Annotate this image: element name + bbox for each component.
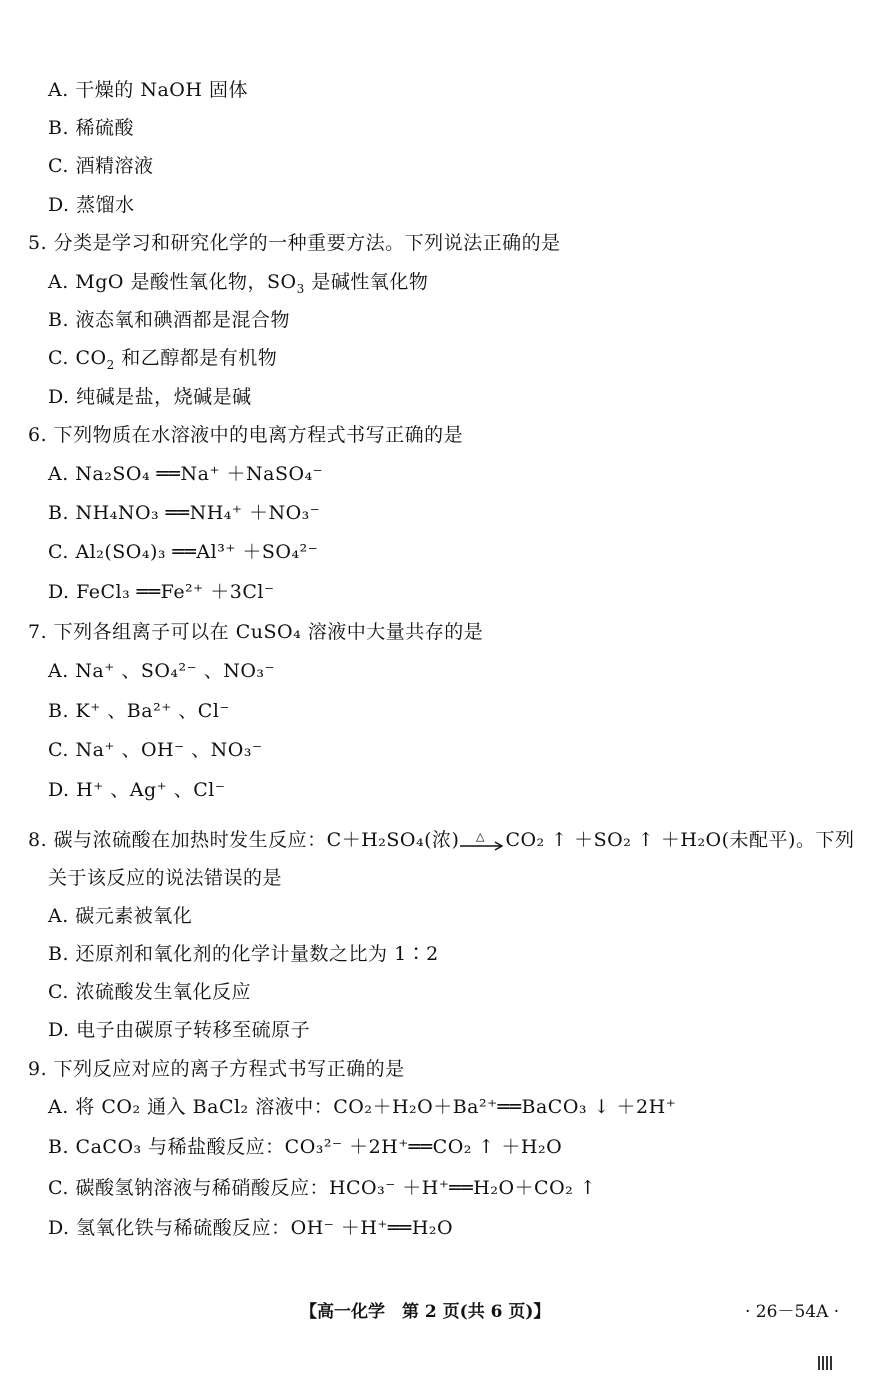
q6-option-a: A. Na₂SO₄ ══Na⁺ ＋NaSO₄⁻ xyxy=(48,463,324,485)
q7-option-c: C. Na⁺ 、OH⁻ 、NO₃⁻ xyxy=(48,739,263,761)
qr-code-icon xyxy=(818,1356,832,1370)
q8-option-c: C. 浓硫酸发生氧化反应 xyxy=(48,981,251,1003)
question-9-stem: 9. 下列反应对应的离子方程式书写正确的是 xyxy=(28,1058,405,1080)
q5-option-c: C. $CO_2$ 和乙醇都是有机物 xyxy=(48,347,278,372)
q7-option-b: B. K⁺ 、Ba²⁺ 、Cl⁻ xyxy=(48,700,230,722)
question-6-stem: 6. 下列物质在水溶液中的电离方程式书写正确的是 xyxy=(28,424,464,446)
page-footer: 【高一化学 第 2 页(共 6 页)】 xyxy=(300,1302,551,1322)
q6-option-c: C. Al₂(SO₄)₃ ══Al³⁺ ＋SO₄²⁻ xyxy=(48,541,319,563)
q9-option-a: A. 将 CO₂ 通入 BaCl₂ 溶液中：CO₂＋H₂O＋Ba²⁺══BaCO₃ ↓ ＋2H⁺ xyxy=(48,1096,677,1118)
question-8-stem-cont: 关于该反应的说法错误的是 xyxy=(48,867,283,889)
q7-option-a: A. Na⁺ 、SO₄²⁻ 、NO₃⁻ xyxy=(48,660,276,682)
option-a: A. 干燥的 NaOH 固体 xyxy=(48,79,248,101)
q8-option-d: D. 电子由碳原子转移至硫原子 xyxy=(48,1019,311,1041)
q9-option-b: B. CaCO₃ 与稀盐酸反应：CO₃²⁻ ＋2H⁺══CO₂ ↑ ＋H₂O xyxy=(48,1136,563,1158)
option-d: D. 蒸馏水 xyxy=(48,194,135,216)
q9-option-c: C. 碳酸氢钠溶液与稀硝酸反应：HCO₃⁻ ＋H⁺══H₂O＋CO₂ ↑ xyxy=(48,1177,597,1199)
paper-code: · 26－54A · xyxy=(745,1302,840,1322)
question-5-stem: 5. 分类是学习和研究化学的一种重要方法。下列说法正确的是 xyxy=(28,232,561,254)
heat-symbol: △ xyxy=(476,831,486,843)
q5-option-d: D. 纯碱是盐，烧碱是碱 xyxy=(48,386,252,408)
q8-option-a: A. 碳元素被氧化 xyxy=(48,905,193,927)
option-b: B. 稀硫酸 xyxy=(48,117,135,139)
q9-option-d: D. 氢氧化铁与稀硫酸反应：OH⁻ ＋H⁺══H₂O xyxy=(48,1217,454,1239)
q5-option-b: B. 液态氧和碘酒都是混合物 xyxy=(48,309,291,331)
q6-option-d: D. FeCl₃ ══Fe²⁺ ＋3Cl⁻ xyxy=(48,581,275,603)
question-7-stem: 7. 下列各组离子可以在 CuSO₄ 溶液中大量共存的是 xyxy=(28,621,484,643)
question-8-stem: 8. 碳与浓硫酸在加热时发生反应：C＋H₂SO₄(浓) △ CO₂ ↑ ＋SO₂ ↑ ＋H₂O(未配平)。下列 xyxy=(28,829,855,851)
q6-option-b: B. NH₄NO₃ ══NH₄⁺ ＋NO₃⁻ xyxy=(48,502,321,524)
q5-option-a: A. MgO 是酸性氧化物，$SO_3$ 是碱性氧化物 xyxy=(48,271,429,296)
q7-option-d: D. H⁺ 、Ag⁺ 、Cl⁻ xyxy=(48,779,226,801)
heating-arrow-icon xyxy=(459,831,505,851)
q8-option-b: B. 还原剂和氧化剂的化学计量数之比为 1∶2 xyxy=(48,943,439,965)
option-c: C. 酒精溶液 xyxy=(48,155,154,177)
